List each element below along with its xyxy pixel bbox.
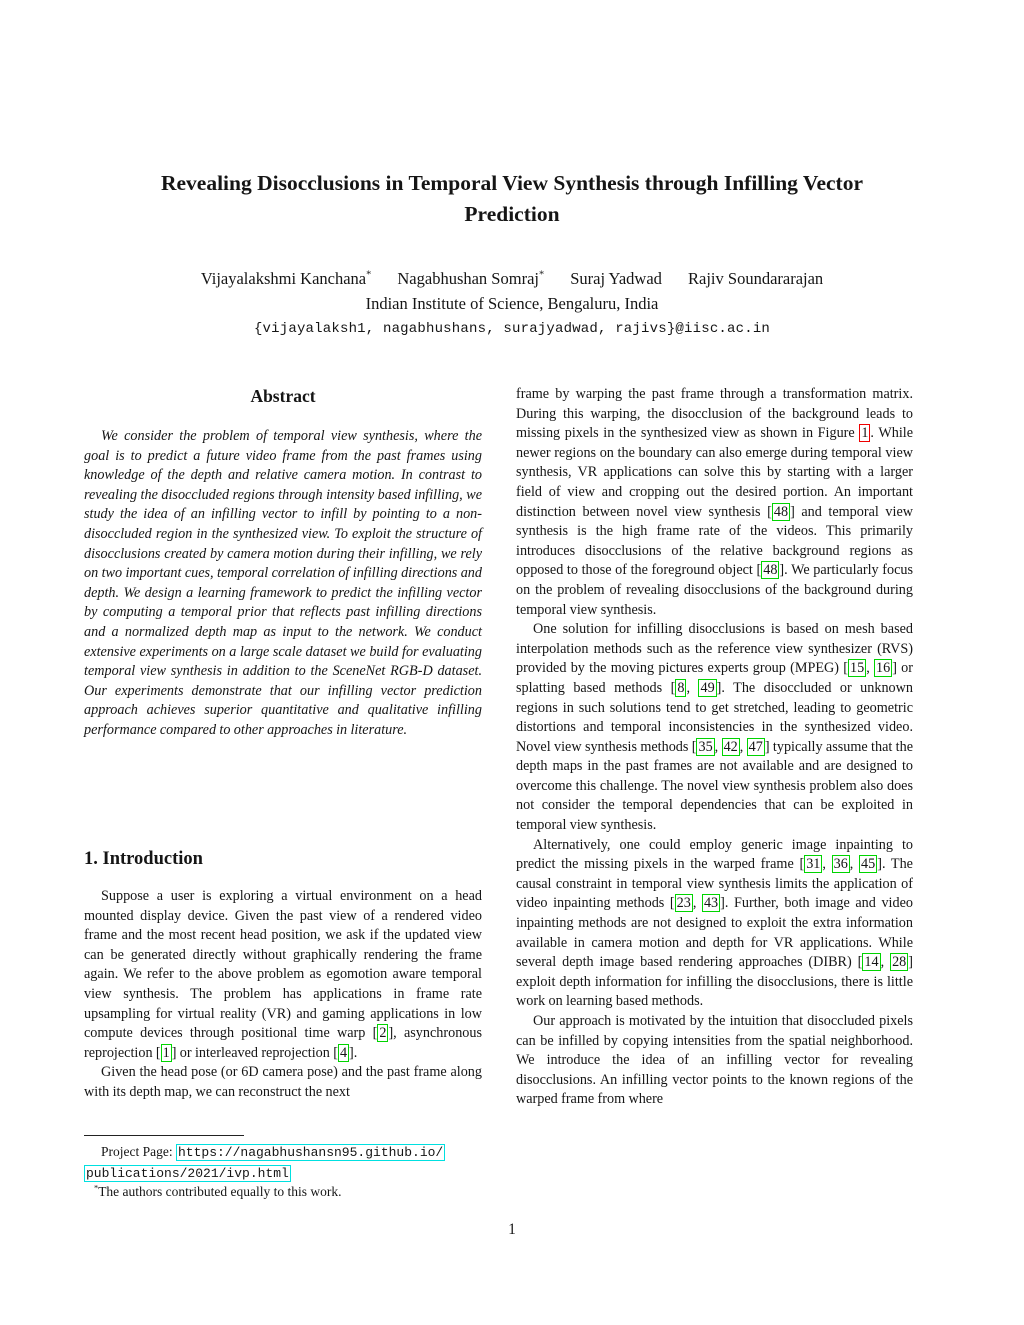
footnote-rule	[84, 1135, 244, 1136]
citation-ref[interactable]: 47	[748, 738, 763, 755]
citation-ref[interactable]: 2	[379, 1025, 387, 1042]
author-name-1	[201, 269, 371, 288]
citation-ref[interactable]: 48	[773, 503, 789, 520]
intro-paragraph-1: Suppose a user is exploring a virtual environment on a head mounted display device. Given the past view of a rendered video frame and the most recent head position, we ask if the updated view can be generated directly without graphically rendering the frame again. We refer to the above problem as egomotion aware temporal view synthesis. The problem has applications in frame rate upsampling for virtual reality (VR) and gaming applications in low compute devices through positional time warp [ 2 ], asynchronous reprojection [ 1 ] or interleaved reprojection [ 4 ].	[84, 888, 483, 1061]
citation-ref[interactable]: 35	[698, 738, 713, 755]
right-paragraph-4: Our approach is motivated by the intuition that disoccluded pixels can be infilled by copying intensities from the spatial neighborhood. We introduce the idea of an infilling vector for revealing disocclusions. An infilling vector points to the known regions of the warped frame from where	[516, 1013, 913, 1108]
right-paragraph-2: One solution for infilling disocclusions is based on mesh based interpolation methods such as the reference view synthesizer (RVS) provided by the moving pictures experts group (MPEG) [ 15 , 16 ] or splatting based methods [ 8 , 49 ]. The disoccluded or unknown regions in such solutions tend to get stretched, leading to geometric distortions and temporal inconsistencies in the synthesized video. Novel view synthesis methods [ 35 , 42 , 47 ] typically assume that the depth maps in the past frames are not available and are designed to overcome this challenge. The novel view synthesis problem also does not consider the temporal dependencies that can be exploited in temporal view synthesis.	[516, 621, 913, 834]
citation-ref[interactable]: 49	[700, 679, 715, 696]
citation-ref[interactable]: 28	[892, 954, 907, 971]
author-name-text: Rajiv Soundararajan	[688, 269, 824, 288]
citation-ref[interactable]: 15	[850, 660, 865, 677]
citation-ref[interactable]: 45	[861, 856, 876, 873]
footnote	[84, 1135, 482, 1202]
author-list	[0, 269, 1024, 289]
author-footnote-mark: *	[538, 269, 545, 281]
equal-contribution-note	[84, 1183, 482, 1202]
citation-ref[interactable]: 31	[806, 856, 821, 873]
citation-ref[interactable]: 1	[162, 1044, 170, 1061]
section-heading-introduction: 1. Introduction	[84, 849, 203, 869]
right-paragraph-1: frame by warping the past frame through a transformation matrix. During this warping, the disocclusion of the background leads to missing pixels in the synthesized view as shown in Figure 1 . While newer regions on the boundary can also emerge during temporal view synthesis, VR applications can solve this by starting with a larger field of view and cropping out the desired portion. An important distinction between novel view synthesis [ 48 ] and temporal view synthesis is the high frame rate of the videos. This primarily introduces disocclusions of the relative background regions as opposed to those of the foreground object [ 48 ]. We particularly focus on the problem of revealing disocclusions of the background during temporal view synthesis.	[516, 386, 913, 618]
paper-title-line-2: Prediction	[464, 202, 560, 226]
right-column	[516, 385, 913, 1110]
abstract-heading: Abstract	[250, 386, 316, 406]
abstract-text: We consider the problem of temporal view synthesis, where the goal is to predict a future video frame from the past frames using knowledge of the depth and relative camera motion. In contrast to revealing the disoccluded regions through intensity based infilling, we study the idea of an infilling vector to infill by pointing to a non-disoccluded region in the synthesized view. To exploit the structure of disocclusions created by camera motion during their infilling, we rely on two important cues, temporal correlation of infilling directions and depth. We design a learning framework to predict the infilling vector by computing a temporal prior that reflects past infilling directions and a normalized depth map as input to the network. We conduct extensive experiments on a large scale dataset we build for evaluating temporal view synthesis in addition to the SceneNet RGB-D dataset. Our experiments demonstrate that our infilling vector prediction approach achieves superior quantitative and qualitative infilling performance compared to other approaches in literature.	[84, 428, 482, 738]
citation-ref[interactable]: 4	[339, 1044, 348, 1061]
project-page-url-line	[84, 1164, 482, 1184]
paper-title	[92, 168, 932, 230]
author-footnote-mark: *	[366, 269, 372, 281]
project-page-line: Project Page: https://nagabhushansn95.github.io/	[101, 1144, 444, 1160]
introduction-body	[84, 887, 482, 1103]
paper-title-line-1: Revealing Disocclusions in Temporal View Synthesis through Infilling Vector	[160, 171, 864, 195]
citation-ref[interactable]: 14	[864, 954, 879, 971]
citation-ref[interactable]: 8	[677, 679, 685, 696]
author-name-text: Vijayalakshmi Kanchana	[200, 269, 367, 288]
author-name-3	[570, 269, 662, 288]
citation-ref[interactable]: 42	[723, 738, 738, 755]
project-page-link[interactable]: publications/2021/ivp.html	[86, 1165, 289, 1181]
project-page-link[interactable]: https://nagabhushansn95.github.io/	[177, 1145, 444, 1160]
citation-ref[interactable]: 48	[763, 562, 778, 579]
author-name-text: Suraj Yadwad	[570, 269, 662, 288]
author-name-text: Nagabhushan Somraj	[397, 269, 539, 288]
affiliation: Indian Institute of Science, Bengaluru, India	[365, 294, 659, 313]
intro-paragraph-2: Given the head pose (or 6D camera pose) and the past frame along with its depth map, we can reconstruct the next	[84, 1064, 482, 1100]
footnote-asterisk: *	[94, 1183, 99, 1193]
figure-reference[interactable]: 1	[861, 425, 869, 442]
author-emails: {vijayalaksh1, nagabhushans, surajyadwad, rajivs}@iisc.ac.in	[253, 321, 771, 337]
author-name-2	[397, 269, 544, 288]
right-paragraph-3: Alternatively, one could employ generic image inpainting to predict the missing pixels in the warped frame [ 31 , 36 , 45 ]. The causal constraint in temporal view synthesis limits the application of video inpainting methods [ 23 , 43 ]. Further, both image and video inpainting methods are not designed to exploit the extra information available in camera motion and depth for VR applications. While several depth image based rendering approaches (DIBR) [ 14 , 28 ] exploit depth information for infilling the disocclusions, there is little work on learning based methods.	[516, 836, 913, 1010]
citation-ref[interactable]: 16	[876, 660, 891, 677]
citation-ref[interactable]: 43	[703, 895, 719, 912]
citation-ref[interactable]: 36	[833, 856, 848, 873]
footnote-note-text: The authors contributed equally to this work.	[98, 1184, 342, 1199]
page-number: 1	[508, 1221, 516, 1238]
citation-ref[interactable]: 23	[676, 895, 691, 912]
author-name-4	[688, 269, 823, 288]
